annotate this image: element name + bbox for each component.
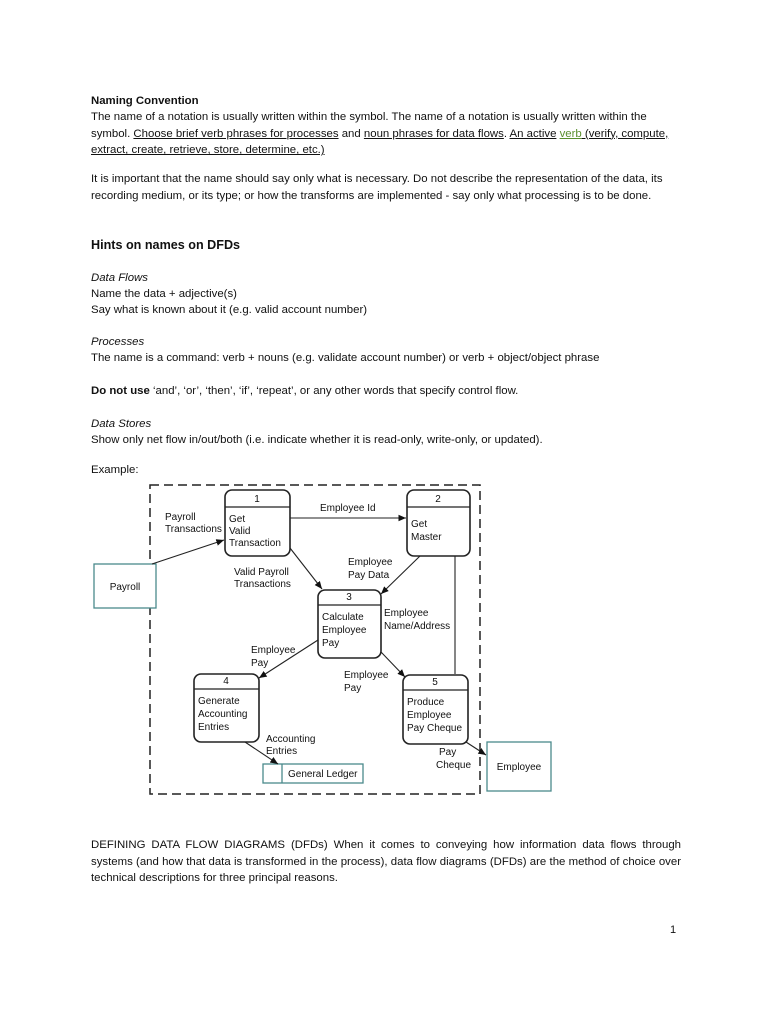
flow-label-name-address-1: Employee [384,608,429,619]
processes-line-1: The name is a command: verb + nouns (e.g. validate account number) or verb + object/object phrase [91,352,600,364]
process-1-line-2: Valid [229,526,251,537]
flow-label-pay-cheque-2: Cheque [436,760,472,771]
process-5-id: 5 [432,677,438,688]
process-1-id: 1 [254,494,260,505]
flow-label-payroll-transactions-2: Transactions [165,524,222,535]
flow-label-valid-payroll-2: Transactions [234,579,291,590]
flow-payroll-to-1 [152,540,224,564]
flow-5-to-employee [466,742,486,755]
process-1-line-1: Get [229,514,246,525]
flow-label-payroll-transactions-1: Payroll [165,512,196,523]
process-3-line-2: Employee [322,625,367,636]
naming-text-1: The name of a notation is usually written within the symbol. The name of a notation is usually written within the symbol. [91,111,647,140]
example-label: Example: [91,464,139,476]
data-stores-title: Data Stores [91,418,152,430]
flow-label-employee-pay-right-1: Employee [344,670,389,681]
process-5 [403,675,468,744]
process-2-line-2: Master [411,532,442,543]
do-not-use-bold: Do not use [91,385,150,397]
flow-label-employee-pay-right-2: Pay [344,683,362,694]
process-4-line-2: Accounting [198,709,248,720]
external-payroll-label: Payroll [109,582,141,593]
verb-link[interactable]: verb [559,127,582,140]
verb-examples[interactable]: (verify, compute, extract, create, retrieve, store, determine, etc.) [91,127,669,157]
naming-paragraph [91,109,681,159]
hints-heading: Hints on names on DFDs [91,238,241,252]
process-4-line-1: Generate [198,696,240,707]
process-1 [225,490,290,556]
flow-label-name-address-2: Name/Address [384,621,451,632]
defining-dfd-paragraph: DEFINING DATA FLOW DIAGRAMS (DFDs) When it comes to conveying how information data flows through systems (and how that data is transformed in the process), data flow diagrams (DFDs) are the method of choice over technical descriptions for three principal reasons. [91,839,681,885]
process-3-line-1: Calculate [322,612,364,623]
processes-title: Processes [91,336,145,348]
flow-label-accounting-entries-2: Entries [266,746,298,757]
process-3 [318,590,381,658]
process-3-line-3: Pay [322,638,340,649]
process-4-line-3: Entries [198,722,230,733]
process-2-line-1: Get [411,519,428,530]
external-employee-label: Employee [496,762,542,773]
process-3-id: 3 [346,592,352,603]
naming-convention-heading: Naming Convention [91,95,199,107]
flow-label-accounting-entries-1: Accounting [266,734,316,745]
data-flows-line-1: Name the data + adjective(s) [91,288,237,300]
process-5-line-2: Employee [407,710,452,721]
process-1-line-3: Transaction [229,538,281,549]
data-flows-title: Data Flows [91,272,148,284]
flow-label-employee-pay-data-2: Pay Data [348,570,390,581]
process-5-line-3: Pay Cheque [407,723,463,734]
data-store-label: General Ledger [288,769,358,780]
flow-label-pay-cheque-1: Pay [439,747,457,758]
naming-dot: . [503,127,510,140]
necessary-paragraph: It is important that the name should say only what is necessary. Do not describe the representation of the data, its recording medium, or its type; or how the transforms are implemented - say only what processing is to be done. [91,173,663,202]
external-payroll [94,564,156,608]
data-store-general-ledger [263,764,363,783]
flow-label-employee-id: Employee Id [320,503,376,514]
flow-1-to-3 [290,548,322,589]
flow-label-employee-pay-left-1: Employee [251,645,296,656]
process-4-id: 4 [223,676,229,687]
process-2-id: 2 [435,494,441,505]
external-employee [487,742,551,791]
dfd-diagram [90,474,560,804]
process-4 [194,674,259,742]
process-2 [407,490,470,556]
process-5-line-1: Produce [407,697,445,708]
page-number: 1 [670,924,677,936]
naming-and: and [338,127,364,140]
flow-label-valid-payroll-1: Valid Payroll [234,567,289,578]
processes-link[interactable]: Choose brief verb phrases for processes [133,127,339,140]
flow-label-employee-pay-data-1: Employee [348,557,393,568]
active-link[interactable]: An active [509,127,557,140]
data-flows-line-2: Say what is known about it (e.g. valid account number) [91,304,368,316]
do-not-use-rest: ‘and’, ‘or’, ‘then’, ‘if’, ‘repeat’, or any other words that specify control flow. [149,385,519,397]
data-stores-line-1: Show only net flow in/out/both (i.e. indicate whether it is read-only, write-only, or updated). [91,434,543,446]
do-not-use-line [91,383,681,400]
flow-label-employee-pay-left-2: Pay [251,658,269,669]
data-flows-link[interactable]: noun phrases for data flows [363,127,504,140]
